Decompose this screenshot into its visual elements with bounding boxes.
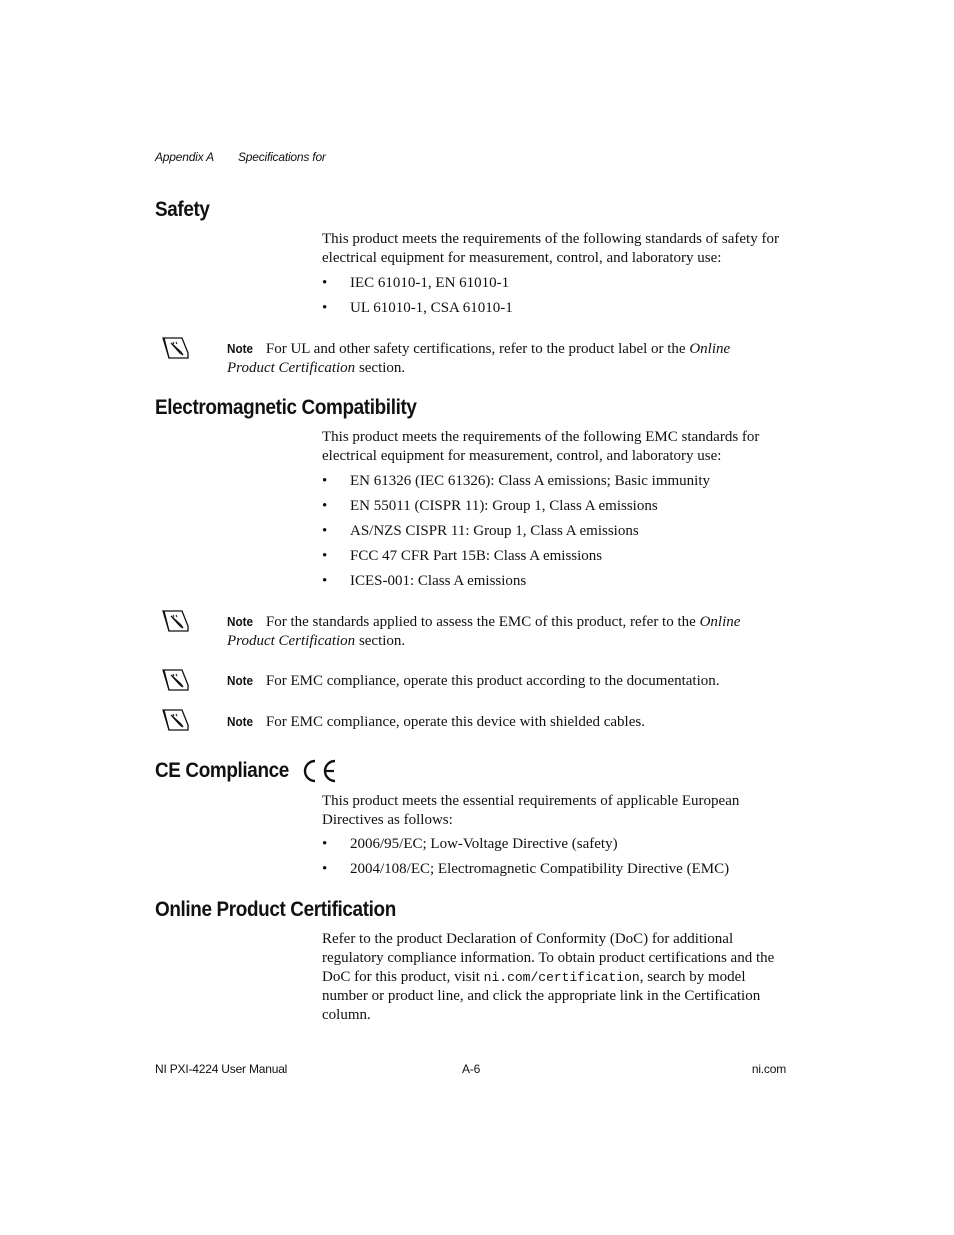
safety-note xyxy=(227,339,772,378)
emc-note-standards xyxy=(227,612,772,651)
ce-intro: This product meets the essential requirements of applicable European Directives as follows: xyxy=(322,793,740,828)
ce-bullet: • 2006/95/EC; Low-Voltage Directive (safety) xyxy=(322,836,618,852)
emc-bullet: • AS/NZS CISPR 11: Group 1, Class A emissions xyxy=(322,523,639,539)
note-label: Note xyxy=(227,614,254,629)
note-icon xyxy=(161,335,191,361)
online-text: Refer to the product Declaration of Conformity (DoC) for additional regulatory compliance information. To obtain product certifications and the DoC for this product, visit xyxy=(322,931,775,985)
safety-bullet: • UL 61010-1, CSA 61010-1 xyxy=(322,300,513,316)
emc-bullet-text: EN 55011 (CISPR 11): Group 1, Class A emissions xyxy=(350,498,658,514)
ce-bullet: • 2004/108/EC; Electromagnetic Compatibility Directive (EMC) xyxy=(322,861,730,877)
emc-note-documentation xyxy=(227,671,772,691)
note-text-end: section. xyxy=(355,633,406,649)
note-icon xyxy=(161,608,191,634)
emc-bullet: • FCC 47 CFR Part 15B: Class A emissions xyxy=(322,548,603,564)
emc-heading: Electromagnetic Compatibility xyxy=(155,396,417,419)
note-text: For UL and other safety certifications, refer to the product label or the xyxy=(265,341,690,357)
ce-heading: CE Compliance xyxy=(155,759,289,782)
note-icon xyxy=(161,667,191,693)
safety-bullet: • IEC 61010-1, EN 61010-1 xyxy=(322,275,510,291)
certification-url[interactable]: ni.com/certification xyxy=(483,970,640,985)
emc-bullet: • ICES-001: Class A emissions xyxy=(322,573,527,589)
emc-bullet-text: FCC 47 CFR Part 15B: Class A emissions xyxy=(350,548,603,564)
note-label: Note xyxy=(227,673,254,688)
note-text: For EMC compliance, operate this product according to the documentation. xyxy=(265,673,720,689)
note-link-text: Online Product Certification xyxy=(227,341,731,376)
ce-bullet-text: 2006/95/EC; Low-Voltage Directive (safety) xyxy=(350,836,618,852)
note-text-end: section. xyxy=(355,360,406,376)
emc-bullet-text: EN 61326 (IEC 61326): Class A emissions; Basic immunity xyxy=(350,473,710,489)
note-label: Note xyxy=(227,714,254,729)
header-title: Specifications for xyxy=(237,150,326,164)
emc-intro: This product meets the requirements of the following EMC standards for electrical equipment for measurement, control, and laboratory use: xyxy=(322,429,760,464)
emc-note-shielded-cables xyxy=(227,712,772,732)
safety-intro: This product meets the requirements of the following standards of safety for electrical equipment for measurement, control, and laboratory use: xyxy=(322,231,779,266)
running-header xyxy=(155,150,326,164)
online-paragraph xyxy=(322,930,787,1025)
safety-bullet-text: IEC 61010-1, EN 61010-1 xyxy=(350,275,510,291)
online-text-end: , search by model number or product line, and click the appropriate link in the Certification column. xyxy=(322,969,761,1023)
note-link-text: Online Product Certification xyxy=(227,614,741,649)
emc-bullet-text: ICES-001: Class A emissions xyxy=(350,573,527,589)
note-label: Note xyxy=(227,341,254,356)
footer-website: ni.com xyxy=(751,1062,786,1076)
footer-page-number: A-6 xyxy=(462,1062,481,1076)
footer-manual-title: NI PXI-4224 User Manual xyxy=(155,1062,288,1076)
note-text: For the standards applied to assess the EMC of this product, refer to the xyxy=(265,614,700,630)
emc-bullet: • EN 55011 (CISPR 11): Group 1, Class A emissions xyxy=(322,498,658,514)
emc-bullet-text: AS/NZS CISPR 11: Group 1, Class A emissions xyxy=(350,523,639,539)
safety-bullet-text: UL 61010-1, CSA 61010-1 xyxy=(350,300,513,316)
header-appendix: Appendix A xyxy=(155,150,214,164)
online-heading: Online Product Certification xyxy=(155,898,396,921)
note-icon xyxy=(161,707,191,733)
ce-bullet-text: 2004/108/EC; Electromagnetic Compatibility Directive (EMC) xyxy=(350,861,730,877)
safety-heading: Safety xyxy=(155,198,210,221)
emc-bullet: • EN 61326 (IEC 61326): Class A emissions; Basic immunity xyxy=(322,473,710,489)
ce-mark-icon xyxy=(298,757,340,785)
note-text: For EMC compliance, operate this device with shielded cables. xyxy=(265,714,645,730)
